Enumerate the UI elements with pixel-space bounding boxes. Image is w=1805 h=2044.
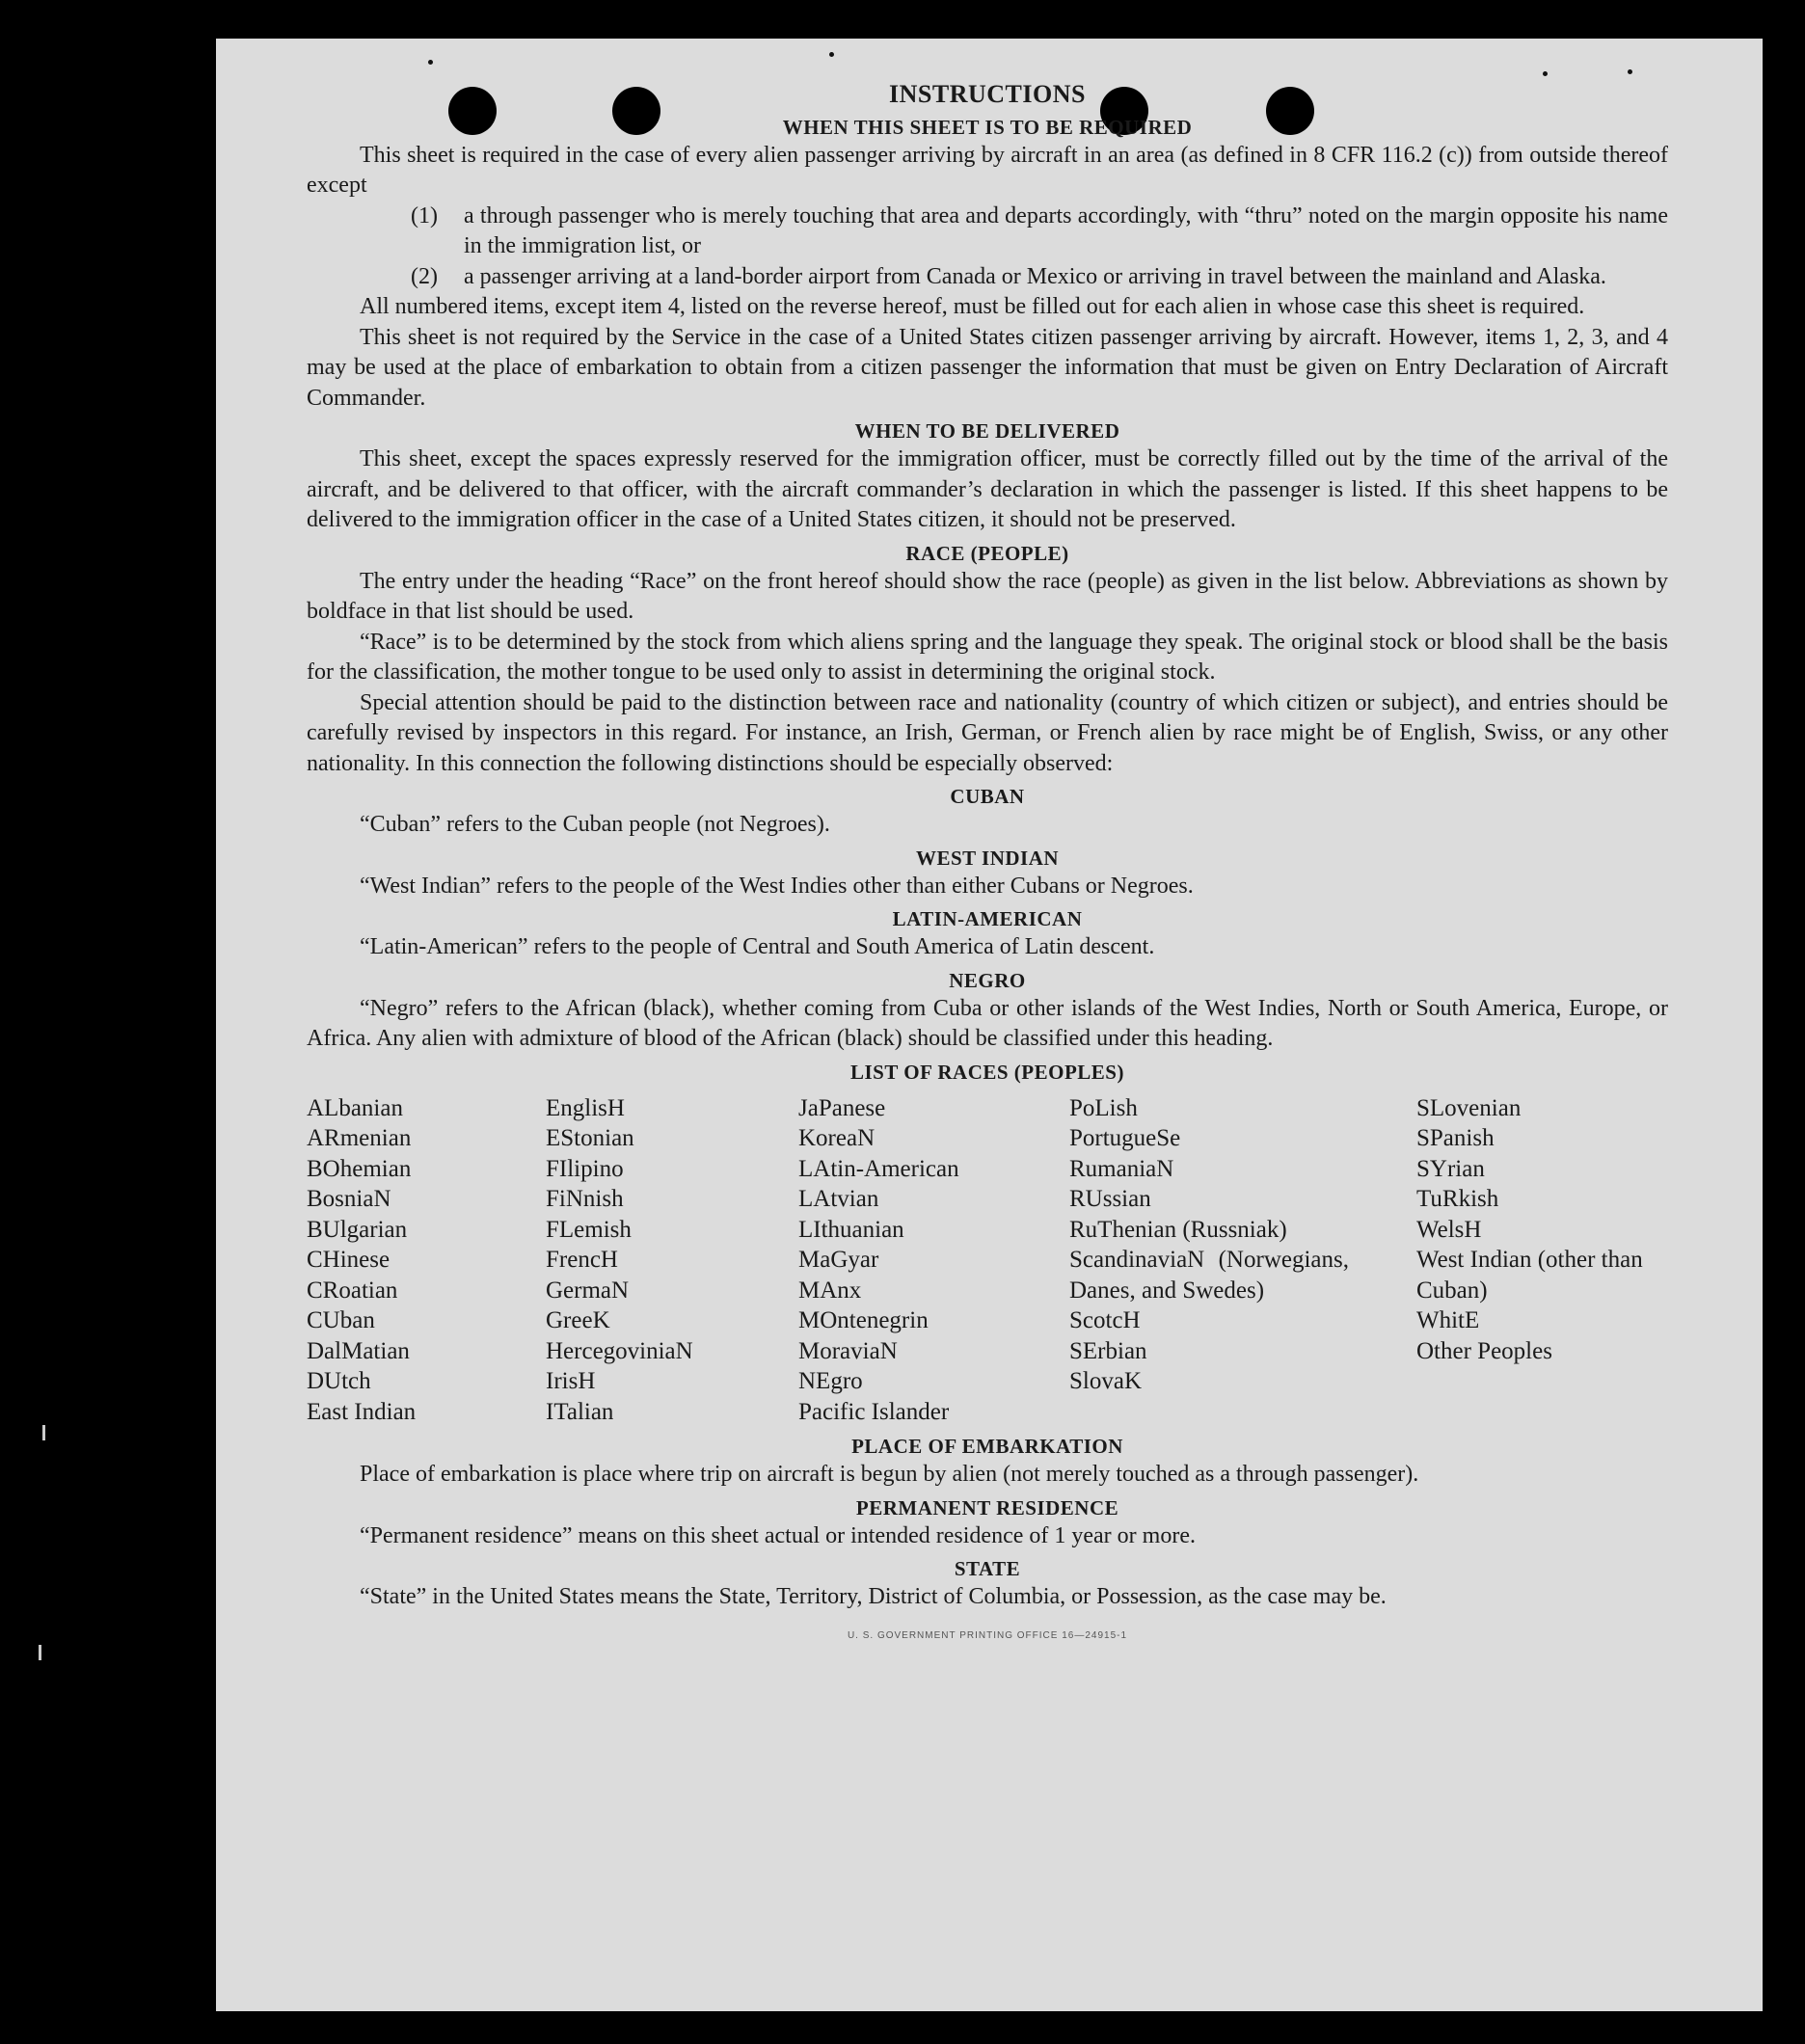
races-list [307,1093,1668,1428]
race-entry: RumaniaN [1069,1155,1174,1182]
race-entry: BosniaN [307,1186,391,1212]
races-column [307,1093,546,1428]
heading-place-of-embarkation: PLACE OF EMBARKATION [851,1435,1123,1458]
race-entry: IrisH [546,1368,596,1394]
race-entry: MOntenegrin [798,1307,929,1333]
paragraph: “Permanent residence” means on this sheet actual or intended residence of 1 year or more. [360,1522,1196,1548]
speck [428,60,433,65]
heading-negro: NEGRO [949,968,1026,992]
race-entry: SlovaK [1069,1368,1142,1394]
race-entry: FiNnish [546,1186,624,1212]
race-entry: PoLish [1069,1094,1138,1121]
heading-race: RACE (PEOPLE) [905,541,1069,565]
race-entry: ARmenian [307,1125,412,1151]
race-entry: CRoatian [307,1277,398,1304]
heading-when-delivered: WHEN TO BE DELIVERED [854,419,1120,443]
race-entry: CUban [307,1307,375,1333]
item-number: (2) [411,263,438,289]
race-entry: FLemish [546,1216,632,1243]
races-column [798,1093,1069,1428]
race-entry: JaPanese [798,1094,886,1121]
speck [1628,69,1632,74]
heading-permanent-residence: PERMANENT RESIDENCE [855,1495,1119,1520]
race-entry: NEgro [798,1368,863,1394]
paragraph: Place of embarkation is place where trip on aircraft is begun by alien (not merely touched as a through passenger). [360,1462,1419,1487]
race-entry: HercegoviniaN [546,1337,693,1364]
heading-west-indian: WEST INDIAN [915,846,1060,870]
race-entry: LAtvian [798,1186,879,1212]
race-entry: MAnx [798,1277,862,1304]
paragraph: “Cuban” refers to the Cuban people (not Negroes). [360,812,830,837]
item-number: (1) [411,202,438,229]
race-entry: BUlgarian [307,1216,408,1243]
race-entry: GreeK [546,1307,610,1333]
race-entry: DUtch [307,1368,371,1394]
race-entry: KoreaN [798,1125,876,1151]
race-entry: MaGyar [798,1247,879,1273]
paragraph: This sheet, except the spaces expressly reserved for the immigration officer, must be correctly filled out by the time of the arrival of the aircraft, and be delivered to that officer, with the aircraft commander’s declaration in which the passenger is listed. If this sheet happens to be delivered to the immigration officer in the case of a United States citizen, it should not be preserved. [307,446,1668,532]
paragraph: “West Indian” refers to the people of the West Indies other than either Cubans or Negroes. [360,873,1194,899]
heading-when-required: WHEN THIS SHEET IS TO BE REQUIRED [782,115,1193,139]
item-text: a passenger arriving at a land-border airport from Canada or Mexico or arriving in travel between the mainland and Alaska. [464,263,1606,289]
race-entry: FIlipino [546,1155,624,1182]
race-entry: SYrian [1416,1155,1485,1182]
race-entry: MoraviaN [798,1337,898,1364]
race-entry: SLovenian [1416,1094,1522,1121]
paragraph: This sheet is required in the case of every alien passenger arriving by aircraft in an area (as defined in 8 CFR 116.2 (c)) from outside thereof except [307,142,1668,198]
race-entry: ScotcH [1069,1307,1141,1333]
races-column [1069,1093,1416,1428]
heading-state: STATE [954,1557,1021,1580]
race-entry: TuRkish [1416,1186,1499,1212]
page-title: INSTRUCTIONS [889,80,1086,108]
races-column [1416,1093,1668,1428]
race-entry: ScandinaviaN (Norwegians, Danes, and Swedes) [1069,1247,1349,1304]
paragraph: Special attention should be paid to the distinction between race and nationality (country of which citizen or subject), and entries should be carefully revised by inspectors in this regard. For instance, an Irish, German, or French alien by race might be of English, Swiss, or any other nationality. In this connection the following distinctions should be especially observed: [307,689,1668,776]
race-entry: DalMatian [307,1337,410,1364]
race-entry: RUssian [1069,1186,1151,1212]
race-entry: EStonian [546,1125,634,1151]
race-entry: Pacific Islander [798,1398,950,1425]
paragraph: “State” in the United States means the State, Territory, District of Columbia, or Possession, as the case may be. [360,1584,1387,1609]
paragraph: All numbered items, except item 4, listed on the reverse hereof, must be filled out for each alien in whose case this sheet is required. [360,294,1585,319]
race-entry: West Indian (other than Cuban) [1416,1247,1643,1304]
item-text: a through passenger who is merely touching that area and departs accordingly, with “thru” noted on the margin opposite his name in the immigration list, or [464,202,1668,258]
speck [829,52,834,57]
race-entry: LIthuanian [798,1216,904,1243]
paragraph: “Latin-American” refers to the people of Central and South America of Latin descent. [360,934,1155,959]
race-entry: CHinese [307,1247,391,1273]
race-entry: GermaN [546,1277,630,1304]
race-entry: Other Peoples [1416,1337,1552,1364]
race-entry: WhitE [1416,1307,1480,1333]
instructions-content [307,79,1668,1651]
exception-item [307,202,1668,262]
race-entry: LAtin-American [798,1155,959,1182]
race-entry: SErbian [1069,1337,1147,1364]
race-entry: East Indian [307,1398,417,1425]
race-entry: ITalian [546,1398,614,1425]
heading-list-of-races: LIST OF RACES (PEOPLES) [850,1060,1124,1084]
heading-latin-american: LATIN-AMERICAN [892,907,1083,930]
paragraph: “Negro” refers to the African (black), whether coming from Cuba or other islands of the West Indies, North or South America, Europe, or Africa. Any alien with admixture of blood of the African (black) should be classified under this heading. [307,995,1668,1051]
document-page [216,39,1763,2011]
scan-mark [42,1425,45,1440]
heading-cuban: CUBAN [950,785,1025,808]
race-entry: EnglisH [546,1094,625,1121]
race-entry: WelsH [1416,1216,1482,1243]
race-entry: FrencH [546,1247,618,1273]
speck [1543,71,1548,76]
scan-mark [39,1645,41,1660]
printer-imprint: U. S. GOVERNMENT PRINTING OFFICE 16—24915-1 [847,1629,1128,1641]
paragraph: This sheet is not required by the Service in the case of a United States citizen passenger arriving by aircraft. However, items 1, 2, 3, and 4 may be used at the place of embarkation to obtain from a citizen passenger the information that must be given on Entry Declaration of Aircraft Commander. [307,324,1668,411]
race-entry: ALbanian [307,1094,403,1121]
race-entry: BOhemian [307,1155,412,1182]
paragraph: “Race” is to be determined by the stock from which aliens spring and the language they speak. The original stock or blood shall be the basis for the classification, the mother tongue to be used only to assist in determining the original stock. [307,629,1668,685]
race-entry: PortugueSe [1069,1125,1181,1151]
race-entry: SPanish [1416,1125,1495,1151]
race-entry: RuThenian (Russniak) [1069,1216,1287,1243]
exception-item [307,262,1668,293]
paragraph: The entry under the heading “Race” on the front hereof should show the race (people) as given in the list below. Abbreviations as shown by boldface in that list should be used. [307,568,1668,624]
races-column [546,1093,798,1428]
